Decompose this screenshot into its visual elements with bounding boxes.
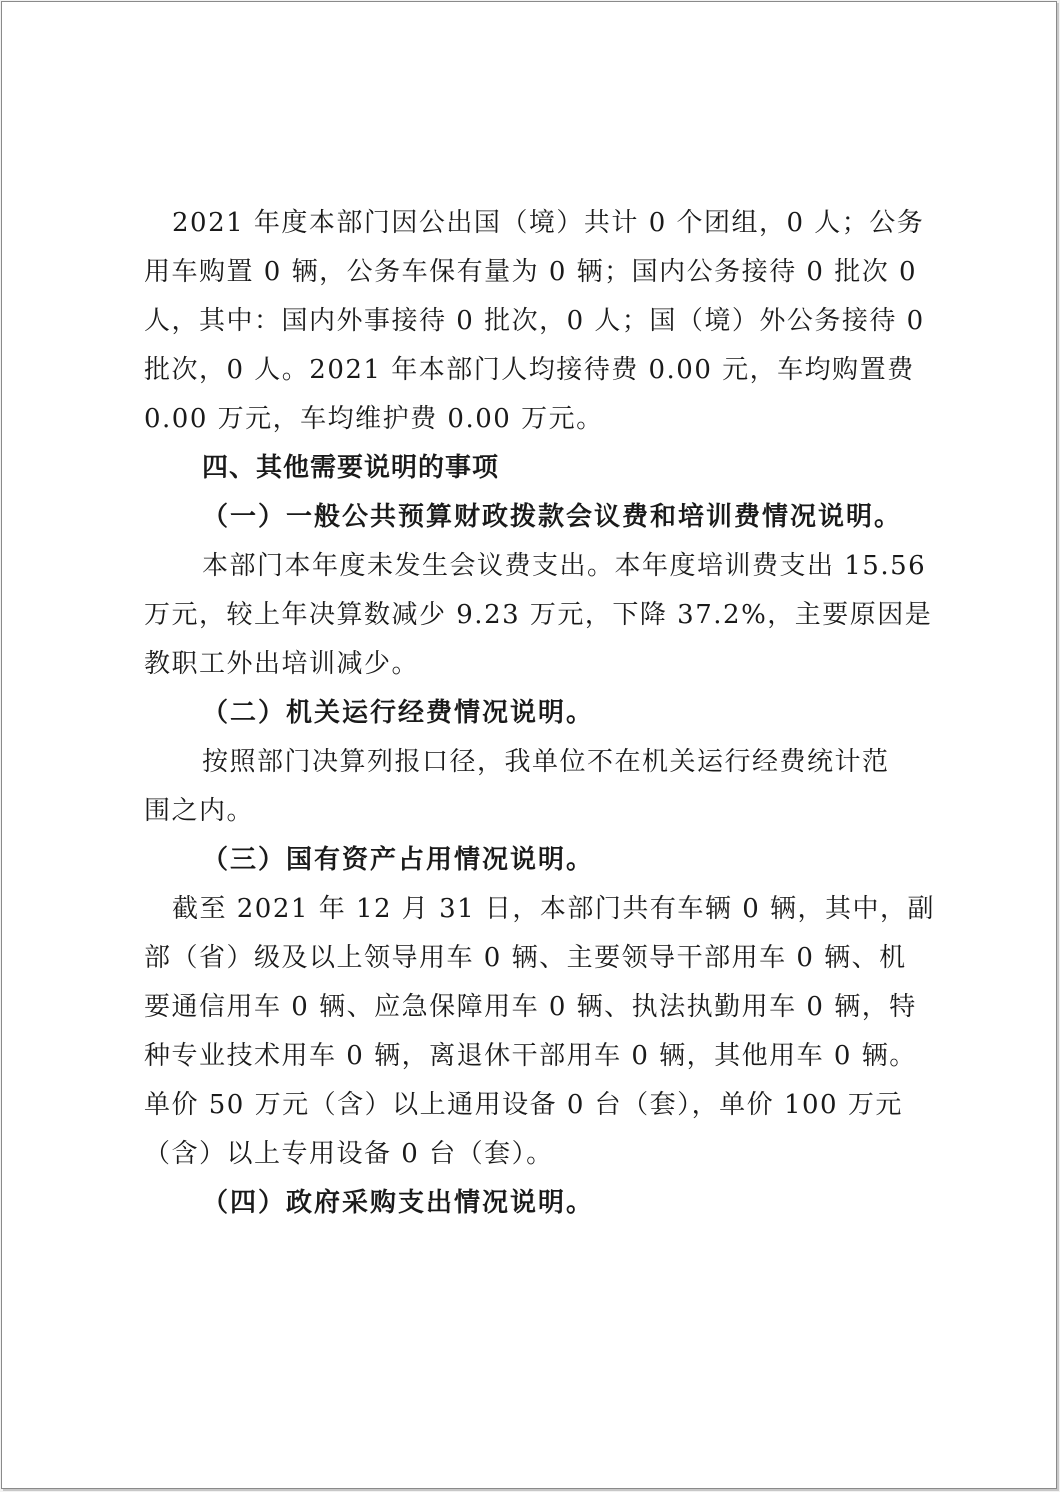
- paragraph-line: 要通信用车 0 辆、应急保障用车 0 辆、执法执勤用车 0 辆，特: [144, 992, 917, 1022]
- paragraph-line: （含）以上专用设备 0 台（套）。: [144, 1139, 554, 1169]
- paragraph-line: 人，其中：国内外事接待 0 批次，0 人；国（境）外公务接待 0: [144, 306, 925, 336]
- paragraph-line: 按照部门决算列报口径，我单位不在机关运行经费统计范: [202, 747, 890, 777]
- subsection-heading: （二）机关运行经费情况说明。: [202, 698, 595, 728]
- paragraph-line: 种专业技术用车 0 辆，离退休干部用车 0 辆，其他用车 0 辆。: [144, 1041, 917, 1071]
- paragraph-line: 2021 年度本部门因公出国（境）共计 0 个团组，0 人；公务: [172, 208, 925, 238]
- paragraph-line: 截至 2021 年 12 月 31 日，本部门共有车辆 0 辆，其中，副: [172, 894, 935, 924]
- subsection-heading: （三）国有资产占用情况说明。: [202, 845, 595, 875]
- paragraph-line: 围之内。: [144, 796, 255, 826]
- section-heading: 四、其他需要说明的事项: [202, 453, 500, 483]
- paragraph-line: 教职工外出培训减少。: [144, 649, 420, 679]
- paragraph-line: 用车购置 0 辆，公务车保有量为 0 辆；国内公务接待 0 批次 0: [144, 257, 918, 287]
- paragraph-line: 单价 50 万元（含）以上通用设备 0 台（套），单价 100 万元: [144, 1090, 903, 1120]
- paragraph-line: 0.00 万元，车均维护费 0.00 万元。: [144, 404, 604, 434]
- subsection-heading: （四）政府采购支出情况说明。: [202, 1188, 595, 1218]
- document-page: [1, 1, 1057, 1489]
- paragraph-line: 本部门本年度未发生会议费支出。本年度培训费支出 15.56: [202, 551, 927, 581]
- paragraph-line: 批次，0 人。2021 年本部门人均接待费 0.00 元，车均购置费: [144, 355, 915, 385]
- paragraph-line: 部（省）级及以上领导用车 0 辆、主要领导干部用车 0 辆、机: [144, 943, 907, 973]
- paragraph-line: 万元，较上年决算数减少 9.23 万元，下降 37.2%，主要原因是: [144, 600, 933, 630]
- document-body: [144, 199, 935, 1228]
- subsection-heading: （一）一般公共预算财政拨款会议费和培训费情况说明。: [202, 502, 903, 532]
